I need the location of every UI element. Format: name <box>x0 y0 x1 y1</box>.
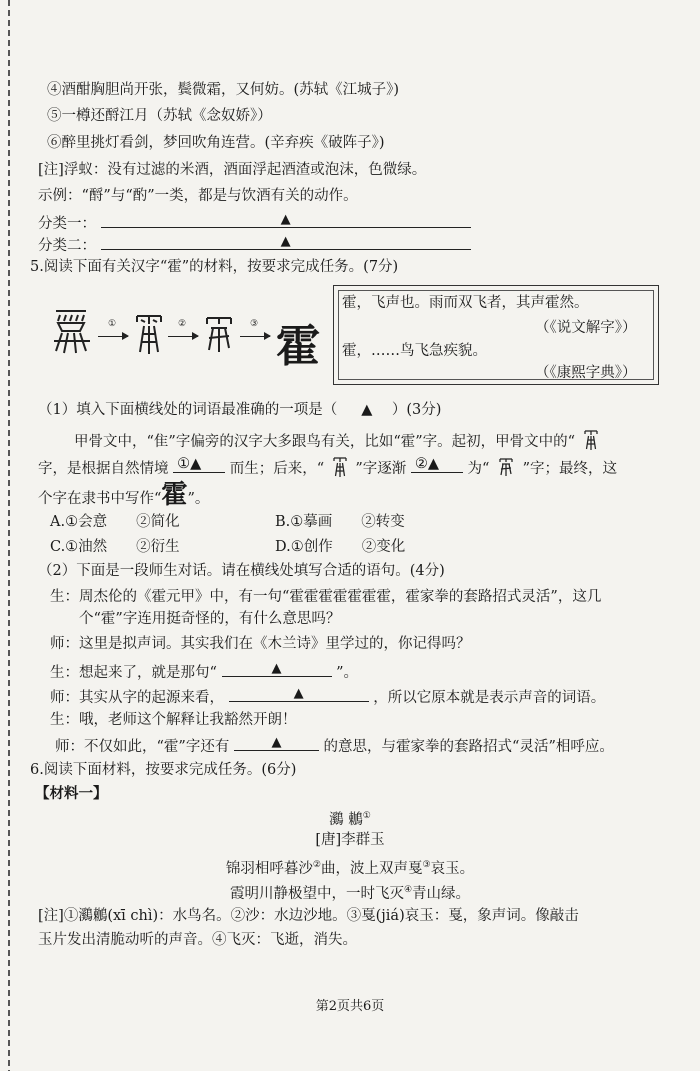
q4-note: [注]浮蚁：没有过滤的米酒，酒面浮起酒渣或泡沫，色微绿。 <box>38 162 427 178</box>
q5-1-para-line-2: 字，是根据自然情境 ①▲ 而生；后来，“ ”字逐渐 ②▲ 为“ ”字；最终，这 <box>38 456 618 477</box>
q5-1-stem: （1）填入下面横线处的词语最准确的一项是（ ▲ ）(3分) <box>38 402 442 418</box>
dialogue-6: 师：不仅如此，“霍”字还有 ▲ 的意思，与霍家拳的套路招式“灵活”相呼应。 <box>55 735 614 755</box>
poem-verse-2: 霞明川静极望中，一时飞灭④青山绿。 <box>229 885 471 902</box>
dialogue-5: 生：哦，老师这个解释让我豁然开朗！ <box>50 712 297 728</box>
poem-line-4: ④酒酣胸胆尚开张，鬓微霜，又何妨。(苏轼《江城子》) <box>47 82 400 98</box>
option-a[interactable]: A.①会意 ②简化 <box>50 514 180 530</box>
poem-note-line-2: 玉片发出清脆动听的声音。④飞灭：飞逝，消失。 <box>38 932 357 948</box>
category-1-blank[interactable]: ▲ <box>101 211 471 228</box>
blank-2[interactable]: ②▲ <box>411 456 463 473</box>
regular-script-glyph: 霍 <box>276 321 320 372</box>
oracle-bone-glyph <box>50 305 92 357</box>
kangxi-source: （《康熙字典》） <box>535 365 637 381</box>
poem-line-6: ⑥醉里挑灯看剑，梦回吹角连营。(辛弃疾《破阵子》) <box>47 135 385 151</box>
origin-blank[interactable]: ▲ <box>229 685 369 702</box>
q4-example: 示例：“酹”与“酌”一类，都是与饮酒有关的动作。 <box>38 188 358 204</box>
category-2-blank[interactable]: ▲ <box>101 233 471 250</box>
dialogue-3: 生：想起来了，就是那句“ ▲ ”。 <box>50 661 359 681</box>
evolution-arrow-2 <box>168 336 198 337</box>
q5-1-para-line-3: 个字在隶书中写作“霍”。 <box>38 480 210 510</box>
kangxi-quote: 霍，……鸟飞急疾貌。 <box>342 343 487 359</box>
q5-2-stem: （2）下面是一段师生对话。请在横线处填写合适的语句。(4分) <box>38 563 445 579</box>
meaning-blank[interactable]: ▲ <box>234 734 319 751</box>
q5-1-para-line-1: 甲骨文中，“隹”字偏旁的汉字大多跟鸟有关，比如“霍”字。起初，甲骨文中的“ <box>74 429 602 452</box>
dialogue-2: 师：这里是拟声词。其实我们在《木兰诗》里学过的，你记得吗？ <box>50 636 471 652</box>
q5-1-answer-slot[interactable]: ▲ <box>361 402 373 418</box>
q5-title: 5.阅读下面有关汉字“霍”的材料，按要求完成任务。(7分) <box>30 259 399 275</box>
seal-glyph-inline <box>494 457 518 477</box>
page-footer: 第2页共6页 <box>315 999 385 1014</box>
q6-title: 6.阅读下面材料，按要求完成任务。(6分) <box>30 762 297 778</box>
evolution-step-3: ③ <box>250 319 259 329</box>
evolution-step-1: ① <box>108 319 117 329</box>
category-1-row <box>38 211 471 234</box>
shuowen-quote: 霍，飞声也。雨而双飞者，其声霍然。 <box>342 295 589 311</box>
dialogue-1a: 生：周杰伦的《霍元甲》中，有一句“霍霍霍霍霍霍霍，霍家拳的套路招式灵活”，这几 <box>50 589 602 605</box>
option-d[interactable]: D.①创作 ②变化 <box>275 539 406 555</box>
poem-title: 鸂 鶒① <box>329 811 371 828</box>
poem-author: [唐]李群玉 <box>315 832 385 848</box>
evolution-arrow-3 <box>240 336 270 337</box>
dialogue-4: 师：其实从字的起源来看， ▲ ，所以它原本就是表示声音的词语。 <box>50 686 606 706</box>
dialogue-1b: 个“霍”字连用挺奇怪的，有什么意思吗？ <box>50 611 341 627</box>
poem-line-5: ⑤一樽还酹江月（苏轼《念奴娇》） <box>47 108 272 124</box>
category-2-row <box>38 233 471 256</box>
poem-note-line-1: [注]①鸂鶒(xī chì)：水鸟名。②沙：水边沙地。③戛(jiá)哀玉：戛，象声词。像敲击 <box>38 908 579 924</box>
seal-glyph <box>203 314 235 354</box>
evolution-step-2: ② <box>178 319 187 329</box>
blank-1[interactable]: ①▲ <box>173 456 225 473</box>
binding-dashed-line <box>8 0 10 1071</box>
option-b[interactable]: B.①摹画 ②转变 <box>275 514 405 530</box>
bronze-glyph-inline-2 <box>329 456 351 478</box>
category-1-label: 分类一： <box>38 216 96 232</box>
material-1-heading: 【材料一】 <box>35 785 108 802</box>
option-c[interactable]: C.①油然 ②衍生 <box>50 539 180 555</box>
bronze-glyph-inline <box>580 429 602 451</box>
bronze-glyph <box>134 312 164 356</box>
category-2-label: 分类二： <box>38 238 96 254</box>
shuowen-source: （《说文解字》） <box>535 320 637 336</box>
poem-blank[interactable]: ▲ <box>222 660 332 677</box>
evolution-arrow-1 <box>98 336 128 337</box>
poem-verse-1: 锦羽相呼暮沙②曲，波上双声戛③哀玉。 <box>225 860 475 877</box>
